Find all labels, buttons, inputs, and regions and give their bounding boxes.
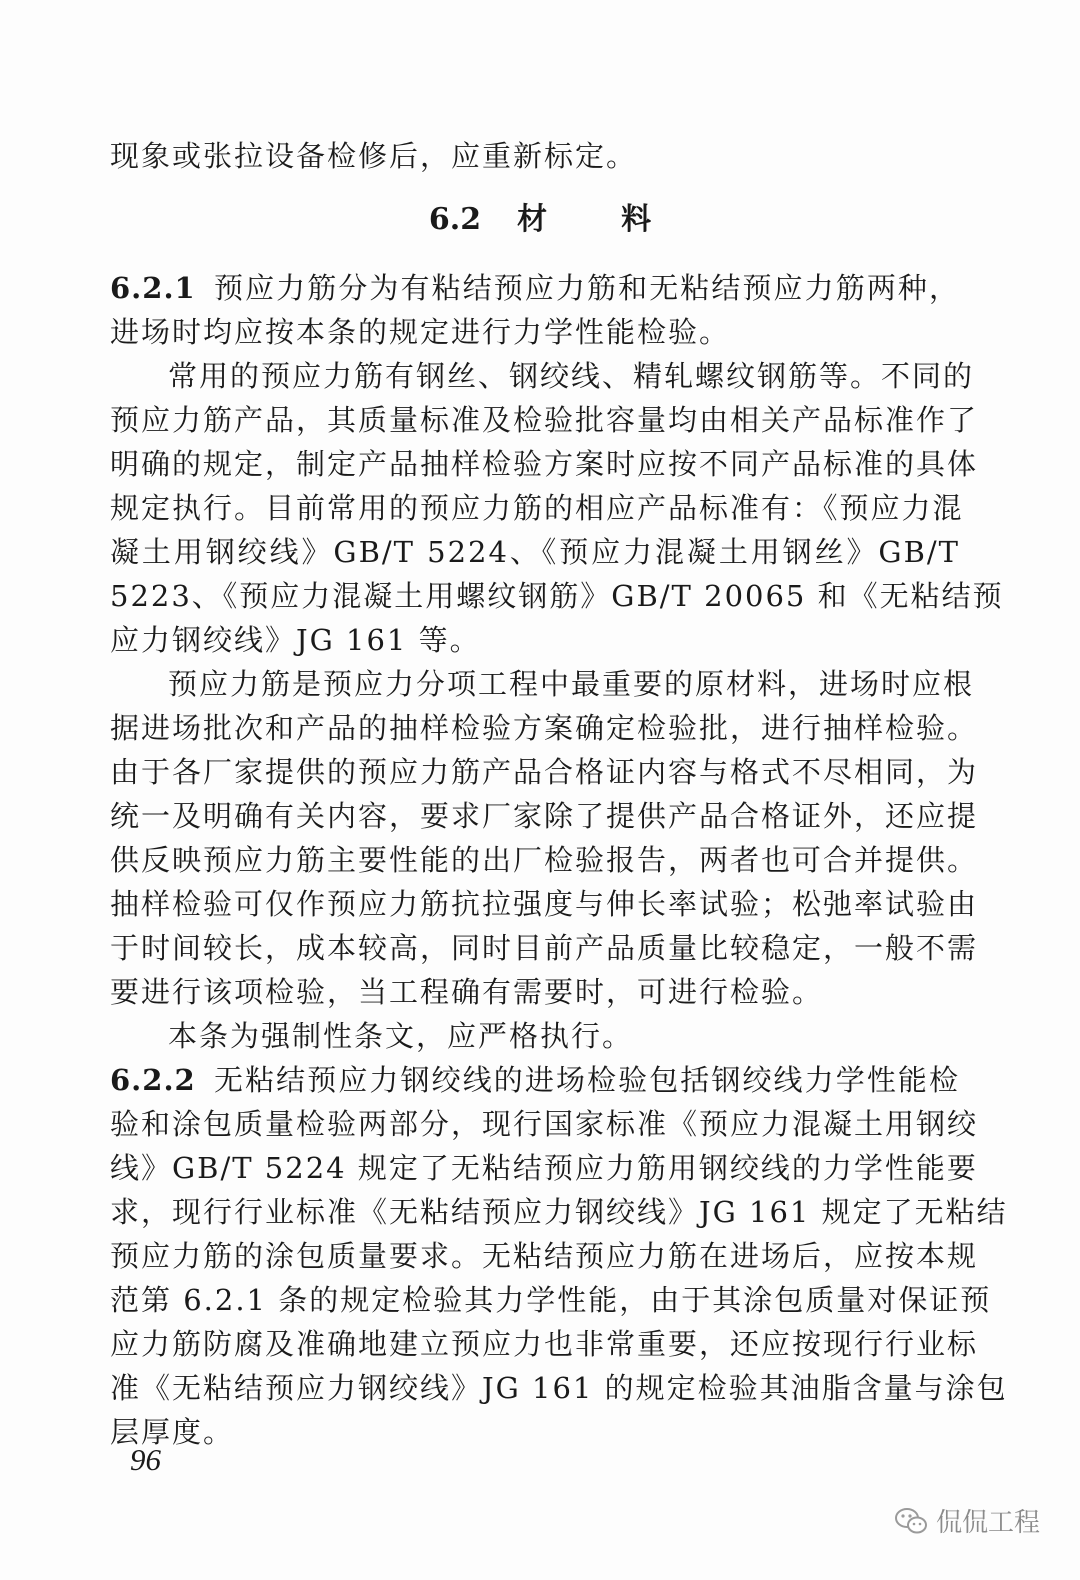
clause-first-line	[110, 1058, 960, 1102]
text-line: 规定执行。目前常用的预应力筋的相应产品标准有：《预应力混	[110, 491, 964, 525]
text-line: 准《无粘结预应力钢绞线》JG 161 的规定检验其油脂含量与涂包	[110, 1371, 1008, 1405]
text-line: 线》GB/T 5224 规定了无粘结预应力筋用钢绞线的力学性能要	[110, 1151, 978, 1185]
text-line: 预应力筋分为有粘结预应力筋和无粘结预应力筋两种，	[214, 271, 960, 305]
text-line: 层厚度。	[110, 1415, 235, 1449]
text-line: 范第 6.2.1 条的规定检验其力学性能，由于其涂包质量对保证预	[110, 1283, 992, 1317]
text-line: 于时间较长，成本较高，同时目前产品质量比较稳定，一般不需	[110, 931, 979, 965]
text-line: 明确的规定，制定产品抽样检验方案时应按不同产品标准的具体	[110, 447, 979, 481]
section-heading	[0, 198, 1080, 242]
text-line: 无粘结预应力钢绞线的进场检验包括钢绞线力学性能检	[214, 1063, 960, 1097]
text-line: 本条为强制性条文，应严格执行。	[168, 1019, 634, 1053]
clause-number: 6.2.1	[110, 271, 196, 305]
text-line: 应力筋防腐及准确地建立预应力也非常重要，还应按现行行业标	[110, 1327, 979, 1361]
page-number: 96	[130, 1442, 161, 1477]
section-title-char: 料	[621, 202, 652, 237]
text-line: 抽样检验可仅作预应力筋抗拉强度与伸长率试验；松弛率试验由	[110, 887, 979, 921]
text-line: 现象或张拉设备检修后，应重新标定。	[110, 139, 638, 173]
text-line: 常用的预应力筋有钢丝、钢绞线、精轧螺纹钢筋等。不同的	[168, 359, 975, 393]
text-line: 应力钢绞线》JG 161 等。	[110, 623, 481, 657]
text-line: 预应力筋产品，其质量标准及检验批容量均由相关产品标准作了	[110, 403, 979, 437]
section-number: 6.2	[428, 202, 482, 237]
clause-first-line	[110, 266, 960, 310]
watermark-text: 侃侃工程	[935, 1508, 1040, 1538]
text-line: 要进行该项检验，当工程确有需要时，可进行检验。	[110, 975, 824, 1009]
text-line: 验和涂包质量检验两部分，现行国家标准《预应力混凝土用钢绞	[110, 1107, 979, 1141]
text-line: 求，现行行业标准《无粘结预应力钢绞线》JG 161 规定了无粘结	[110, 1195, 1008, 1229]
text-line: 预应力筋的涂包质量要求。无粘结预应力筋在进场后，应按本规	[110, 1239, 979, 1273]
text-line: 据进场批次和产品的抽样检验方案确定检验批，进行抽样检验。	[110, 711, 979, 745]
wechat-icon	[894, 1506, 928, 1536]
text-line: 供反映预应力筋主要性能的出厂检验报告，两者也可合并提供。	[110, 843, 979, 877]
text-line: 5223、《预应力混凝土用螺纹钢筋》GB/T 20065 和《无粘结预	[110, 579, 1004, 613]
watermark	[894, 1502, 1040, 1539]
text-line: 统一及明确有关内容，要求厂家除了提供产品合格证外，还应提	[110, 799, 979, 833]
text-line: 由于各厂家提供的预应力筋产品合格证内容与格式不尽相同，为	[110, 755, 979, 789]
text-line: 进场时均应按本条的规定进行力学性能检验。	[110, 315, 731, 349]
section-title-char: 材	[517, 202, 548, 237]
clause-number: 6.2.2	[110, 1063, 196, 1097]
text-line: 凝土用钢绞线》GB/T 5224、《预应力混凝土用钢丝》GB/T	[110, 535, 960, 569]
text-line: 预应力筋是预应力分项工程中最重要的原材料，进场时应根	[168, 667, 975, 701]
